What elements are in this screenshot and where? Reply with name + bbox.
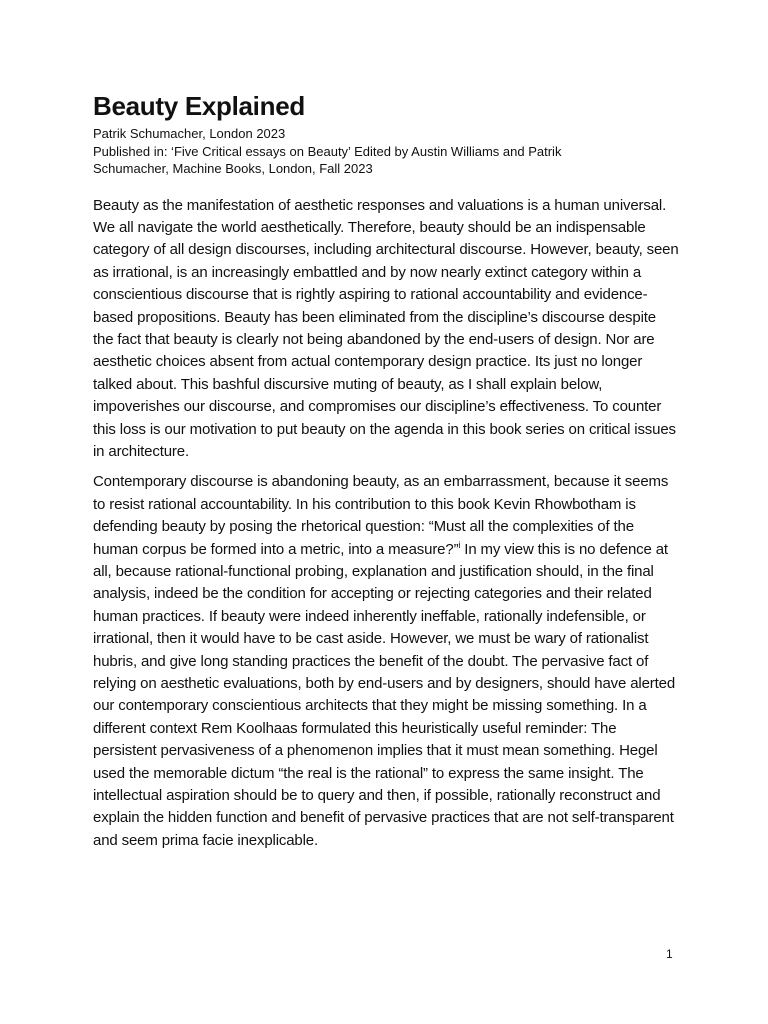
author-line: Patrik Schumacher, London 2023: [93, 126, 286, 141]
paragraph-2-part-b: In my view this is no defence at all, because rational-functional probing, explanation and justification should, in the final analysis, indeed be the condition for accepting or rejecting categories and their related human practices. If beauty were indeed inherently ineffable, rationally indefensible, or irrational, then it would have to be cast aside. However, we must be wary of rationalist hubris, and give long standing practices the benefit of the doubt. The pervasive fact of relying on aesthetic evaluations, both by end-users and by designers, should have alerted our contemporary conscientious architects that they might be missing something. In a different context Rem Koolhaas formulated this heuristically useful reminder: The persistent pervasiveness of a phenomenon implies that it must mean something. Hegel used the memorable dictum “the real is the rational” to express the same insight. The intellectual aspiration should be to query and then, if possible, rationally reconstruct and explain the hidden function and benefit of pervasive practices that are not self-transparent and seem prima facie inexplicable.: [93, 540, 676, 849]
published-line-2: Schumacher, Machine Books, London, Fall 2023: [93, 161, 373, 176]
publication-info: [93, 125, 679, 178]
footnote-marker[interactable]: i: [458, 539, 461, 550]
paragraph-2-part-a: Contemporary discourse is abandoning beauty, as an embarrassment, because it seems to resist rational accountability. In his contribution to this book Kevin Rhowbotham is defending beauty by posing the rhetorical question: “Must all the complexities of the human corpus be formed into a metric, into a measure?”: [93, 473, 669, 558]
document-title: Beauty Explained: [93, 91, 305, 121]
page-number: 1: [666, 947, 673, 961]
body-paragraph-2: [93, 471, 679, 852]
document-page: [93, 88, 679, 860]
body-paragraph-1: Beauty as the manifestation of aesthetic responses and valuations is a human universal. We all navigate the world aesthetically. Therefore, beauty should be an indispensable category of all design discourses, including architectural discourse. However, beauty, seen as irrational, is an increasingly embattled and by now nearly extinct category within a conscientious discourse that is rightly aspiring to rational accountability and evidence-based propositions. Beauty has been eliminated from the discipline’s discourse despite the fact that beauty is clearly not being abandoned by the end-users of design. Nor are aesthetic choices absent from actual contemporary design practice. Its just no longer talked about. This bashful discursive muting of beauty, as I shall explain below, impoverishes our discourse, and compromises our discipline’s effectiveness. To counter this loss is our motivation to put beauty on the agenda in this book series on critical issues in architecture.: [93, 196, 679, 460]
published-line-1: Published in: ‘Five Critical essays on Beauty’ Edited by Austin Williams and Patrik: [93, 143, 562, 159]
